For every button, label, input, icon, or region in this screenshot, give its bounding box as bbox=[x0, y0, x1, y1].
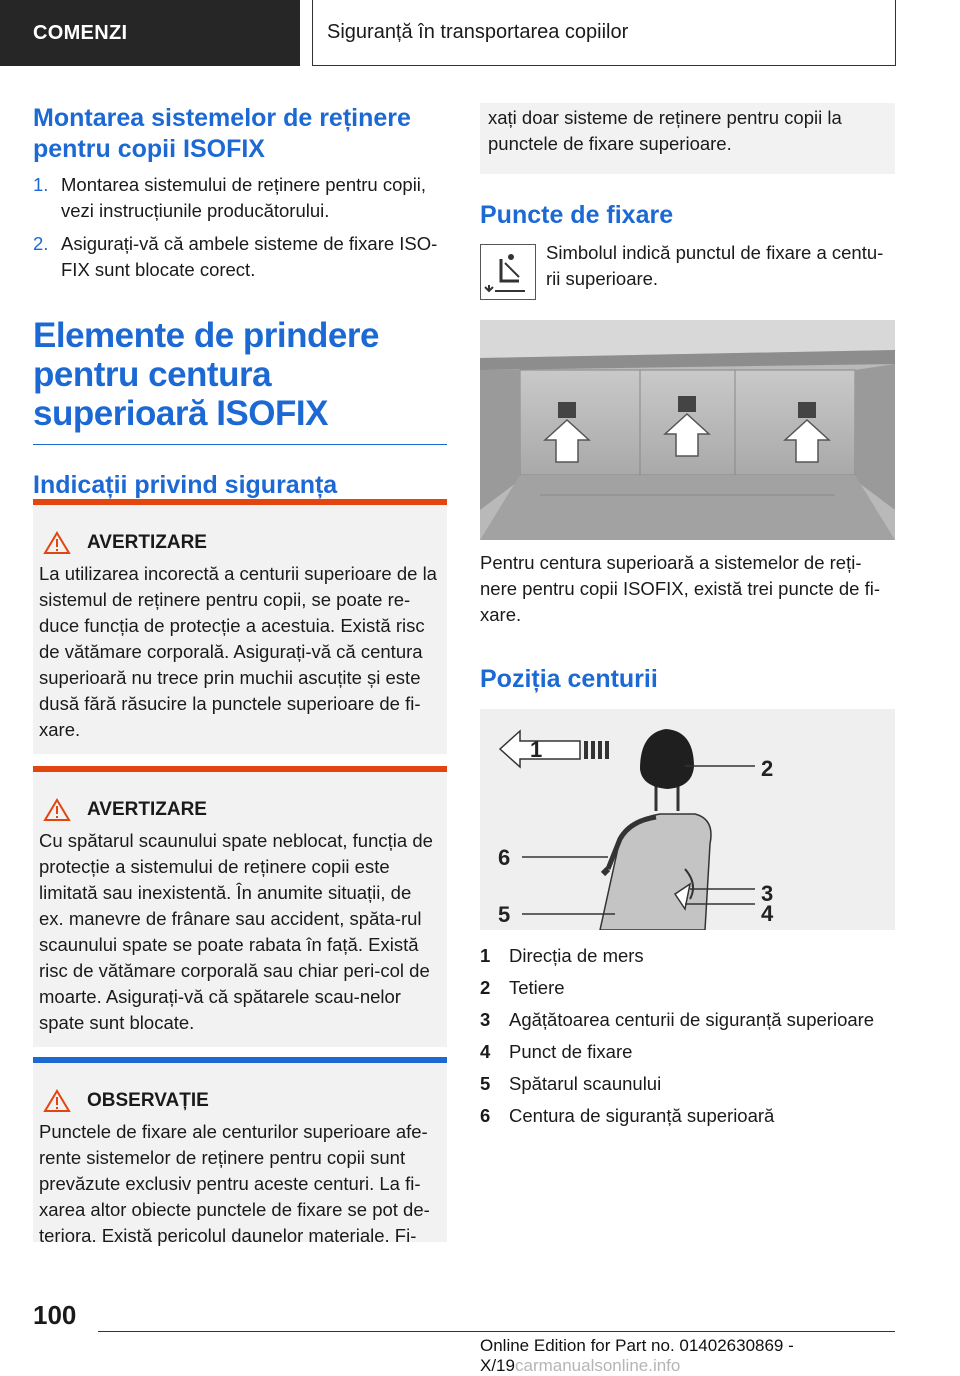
heading-belt-position: Poziția centurii bbox=[480, 665, 658, 693]
warning-title: AVERTIZARE bbox=[39, 798, 441, 822]
note-continuation: xați doar sisteme de reținere pentru copii la punctele de fixare superioare. bbox=[480, 103, 895, 174]
legend-row: 5 Spătarul scaunului bbox=[480, 1073, 662, 1094]
tether-anchor-symbol-icon bbox=[480, 244, 536, 300]
diagram-label: 1 bbox=[530, 737, 543, 762]
warning-text: Cu spătarul scaunului spate neblocat, funcția de protecție a sistemului de reținere copii este limitată sau inexistentă. În anumite situații, de ex. manevre de frânare sau accident, spăta-rul scaunului spate se poate rabata în față. Există risc de vătămare corporală sau chiar peri-col de moarte. Asigurați-vă că spătarele scau-nelor spate sunt blocate. bbox=[39, 830, 433, 1033]
anchor-points-text: Pentru centura superioară a sistemelor de reți-nere pentru copii ISOFIX, există trei puncte de fi-xare. bbox=[480, 552, 880, 625]
warning-triangle-icon bbox=[43, 798, 71, 822]
warning-triangle-icon bbox=[43, 531, 71, 555]
legend-row: 2 Tetiere bbox=[480, 977, 565, 998]
section-tab bbox=[0, 0, 300, 66]
legend-row: 6 Centura de siguranță superioară bbox=[480, 1105, 775, 1126]
warning-box-2 bbox=[33, 766, 447, 1047]
diagram-legend bbox=[480, 940, 874, 1132]
list-item: 1. Montarea sistemului de reținere pentru copii, vezi instrucțiunile producătorului. bbox=[33, 174, 427, 221]
belt-position-diagram bbox=[480, 709, 895, 930]
note-box bbox=[33, 1057, 447, 1246]
chapter-label: Siguranță în transportarea copiilor bbox=[327, 21, 629, 43]
heading-isofix-install: Montarea sistemelor de reținere pentru copii ISOFIX bbox=[33, 104, 411, 163]
install-steps bbox=[33, 172, 447, 283]
section-label: COMENZI bbox=[33, 21, 128, 44]
warning-box-1 bbox=[33, 499, 447, 754]
note-text: Punctele de fixare ale centurilor superioare afe-rente sistemelor de reținere pentru copii sunt prevăzute exclusiv pentru aceste centuri. La fi-xarea altor obiecte punctele de fixare se pot de-teriora. Există pericolul daunelor materiale. Fi- bbox=[39, 1121, 430, 1246]
legend-row: 3 Agățătoarea centurii de siguranță superioare bbox=[480, 1009, 875, 1030]
diagram-label: 4 bbox=[761, 901, 774, 926]
watermark: carmanualsonline.info bbox=[514, 1356, 681, 1375]
note-title: OBSERVAȚIE bbox=[39, 1089, 441, 1113]
diagram-label: 3 bbox=[761, 881, 774, 906]
legend-row: 4 Punct de fixare bbox=[480, 1041, 633, 1062]
heading-safety: Indicații privind siguranța bbox=[33, 471, 338, 499]
warning-title: AVERTIZARE bbox=[39, 531, 441, 555]
warning-text: La utilizarea incorectă a centurii superioare de la sistemul de reținere pentru copii, se poate re-duce funcția de protecție a acestuia. Există risc de vătămare corporală. Asigurați-vă că centura superioară nu trece prin muchii ascuțite și este dusă fără răsucire la punctele superioare de fi-xare. bbox=[39, 563, 437, 740]
left-column bbox=[33, 103, 447, 501]
footer-edition: Online Edition for Part no. 01402630869 - X/19carmanualsonline.info bbox=[480, 1336, 794, 1375]
diagram-label: 2 bbox=[761, 756, 774, 781]
heading-rule bbox=[33, 444, 447, 445]
symbol-description: Simbolul indică punctul de fixare a centu-rii superioare. bbox=[546, 242, 884, 289]
diagram-label: 6 bbox=[498, 845, 511, 870]
footer-rule bbox=[98, 1331, 895, 1332]
heading-top-tether: Elemente de prindere pentru centura superioară ISOFIX bbox=[33, 316, 379, 433]
list-item: 2. Asigurați-vă că ambele sisteme de fixare ISO-FIX sunt blocate corect. bbox=[33, 233, 438, 280]
heading-anchor-points: Puncte de fixare bbox=[480, 201, 674, 229]
page-number: 100 bbox=[33, 1300, 77, 1330]
diagram-label: 5 bbox=[498, 902, 511, 927]
legend-row: 1 Direcția de mers bbox=[480, 945, 644, 966]
trunk-anchor-image bbox=[480, 320, 895, 540]
chapter-header bbox=[312, 0, 896, 66]
note-triangle-icon bbox=[43, 1089, 71, 1113]
